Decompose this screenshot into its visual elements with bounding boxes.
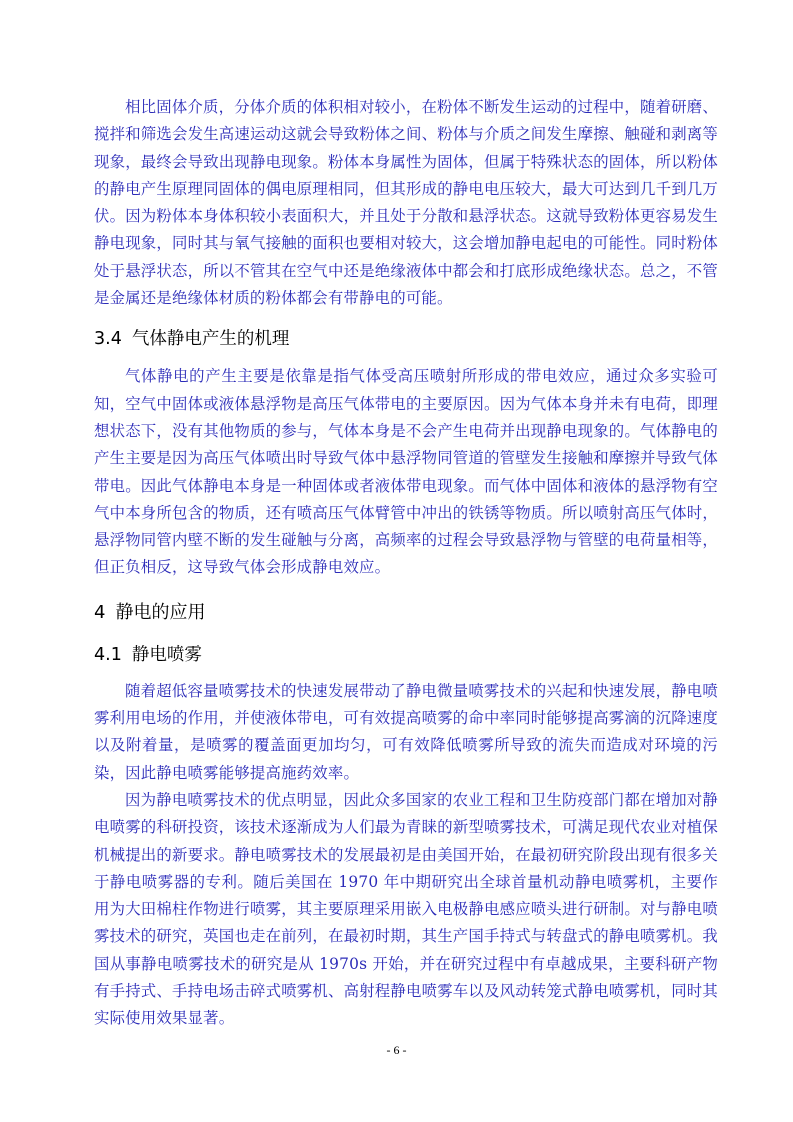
section-heading-4-1 bbox=[94, 642, 718, 668]
section-heading-3-4 bbox=[94, 326, 718, 352]
section-title: 气体静电产生的机理 bbox=[131, 329, 290, 350]
paragraph-gas-static: 气体静电的产生主要是依靠是指气体受高压喷射所形成的带电效应，通过众多实验可知，空气中固体或液体悬浮物是高压气体带电的主要原因。因为气体本身并未有电荷，即理想状态下，没有其他物质的参与，气体本身是不会产生电荷并出现静电现象的。气体静电的产生主要是因为高压气体喷出时导致气体中悬浮物同管道的管壁发生接触和摩擦并导致气体带电。因此气体静电本身是一种固体或者液体带电现象。而气体中固体和液体的悬浮物有空气中本身所包含的物质，还有喷高压气体臂管中冲出的铁锈等物质。所以喷射高压气体时，悬浮物同管内壁不断的发生碰触与分离，高频率的过程会导致悬浮物与管壁的电荷量相等，但正负相反，这导致气体会形成静电效应。 bbox=[94, 367, 718, 577]
page-number: - 6 - bbox=[386, 1043, 407, 1057]
section-title: 静电喷雾 bbox=[131, 644, 202, 665]
section-number: 4.1 bbox=[94, 644, 122, 665]
chapter-heading-4 bbox=[94, 600, 718, 626]
paragraph-spray-history: 因为静电喷雾技术的优点明显，因此众多国家的农业工程和卫生防疫部门都在增加对静电喷雾的科研投资，该技术逐渐成为人们最为青睐的新型喷雾技术，可满足现代农业对植保机械提出的新要求。静电喷雾技术的发展最初是由美国开始，在最初研究阶段出现有很多关于静电喷雾器的专利。随后美国在 1970 年中期研究出全球首量机动静电喷雾机，主要作用为大田棉柱作物进行喷雾，其主要原理采用嵌入电极静电感应喷头进行研制。对与静电喷雾技术的研究，英国也走在前列，在最初时期，其生产国手持式与转盘式的静电喷雾机。我国从事静电喷雾技术的研究是从 1970s 开始，并在研究过程中有卓越成果，主要科研产物有手持式、手持电场击碎式喷雾机、高射程静电喷雾车以及风动转笼式静电喷雾机，同时其实际使用效果显著。 bbox=[94, 790, 718, 1028]
chapter-title: 静电的应用 bbox=[115, 601, 206, 623]
page-content bbox=[94, 94, 718, 1033]
chapter-number: 4 bbox=[94, 601, 106, 623]
paragraph-powder-static: 相比固体介质，分体介质的体积相对较小，在粉体不断发生运动的过程中，随着研磨、搅拌和筛选会发生高速运动这就会导致粉体之间、粉体与介质之间发生摩擦、触碰和剥离等现象，最终会导致出现静电现象。粉体本身属性为固体，但属于特殊状态的固体，所以粉体的静电产生原理同固体的偶电原理相同，但其形成的静电电压较大，最大可达到几千到几万伏。因为粉体本身体积较小表面积大，并且处于分散和悬浮状态。这就导致粉体更容易发生静电现象，同时其与氧气接触的面积也要相对较大，这会增加静电起电的可能性。同时粉体处于悬浮状态，所以不管其在空气中还是绝缘液体中都会和打底形成绝缘状态。总之，不管是金属还是绝缘体材质的粉体都会有带静电的可能。 bbox=[94, 98, 718, 308]
section-number: 3.4 bbox=[94, 329, 122, 350]
paragraph-spray-intro: 随着超低容量喷雾技术的快速发展带动了静电微量喷雾技术的兴起和快速发展，静电喷雾利用电场的作用，并使液体带电，可有效提高喷雾的命中率同时能够提高雾滴的沉降速度以及附着量，是喷雾的覆盖面更加均匀，可有效降低喷雾所导致的流失而造成对环境的污染，因此静电喷雾能够提高施药效率。 bbox=[94, 681, 718, 782]
